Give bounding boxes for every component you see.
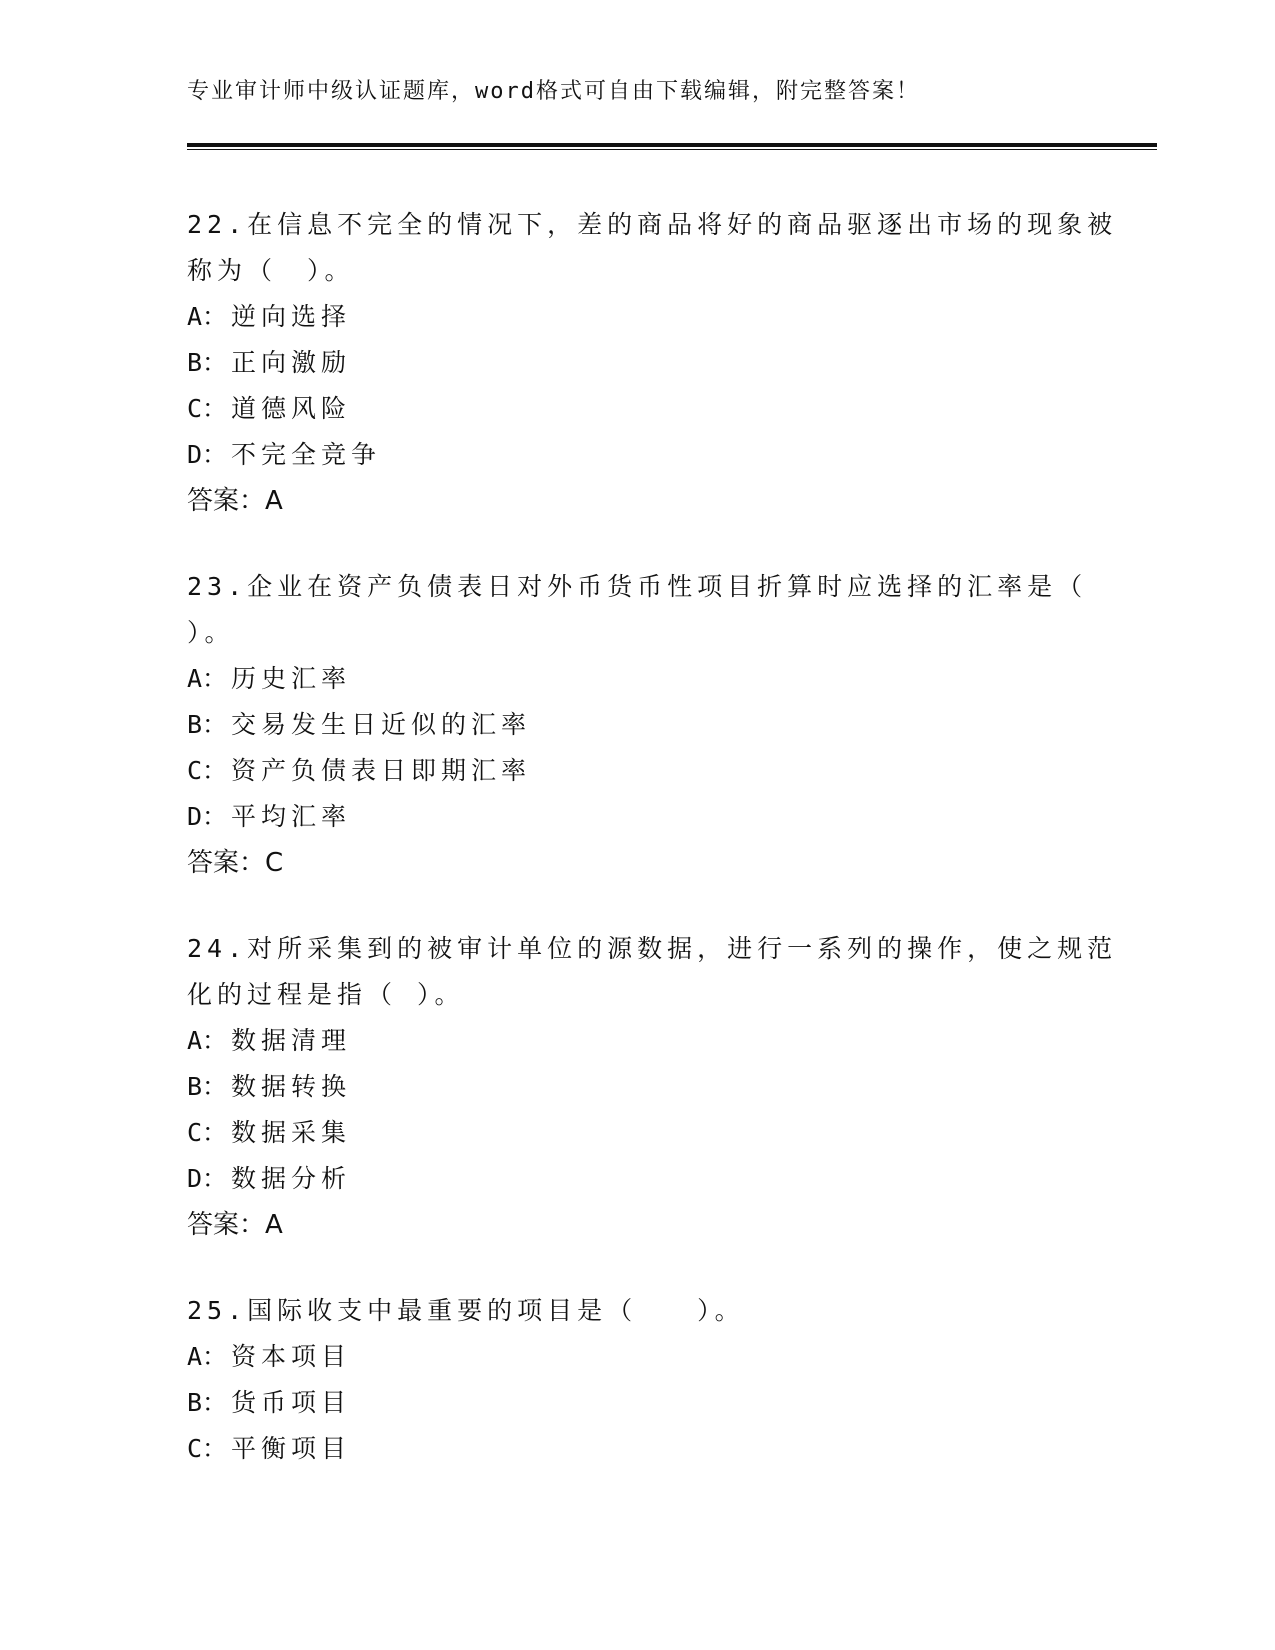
option-text: 道德风险 (231, 394, 352, 423)
option-text: 货币项目 (231, 1388, 352, 1417)
answer-line: 答案：A (187, 1210, 283, 1240)
option-letter: C： (187, 1118, 228, 1147)
option-row (187, 386, 1087, 432)
option-letter: B： (187, 348, 228, 377)
option-text: 数据转换 (231, 1072, 352, 1101)
option-letter: D： (187, 440, 228, 469)
option-letter: C： (187, 1434, 228, 1463)
option-letter: C： (187, 394, 228, 423)
option-row (187, 794, 1087, 840)
option-text: 平均汇率 (231, 802, 352, 831)
question-stem-line: 称为（ ）。 (187, 256, 355, 285)
option-text: 平衡项目 (231, 1434, 352, 1463)
question-block (187, 926, 1118, 1248)
question-stem-line: 24.对所采集到的被审计单位的源数据，进行一系列的操作，使之规范 (187, 934, 1118, 963)
option-row (187, 1156, 1087, 1202)
option-letter: B： (187, 1072, 228, 1101)
option-text: 数据采集 (231, 1118, 352, 1147)
option-row (187, 294, 1087, 340)
option-row (187, 1380, 1087, 1426)
question-list (187, 202, 1118, 1512)
question-block (187, 564, 1087, 886)
option-row (187, 1064, 1087, 1110)
page-header: 专业审计师中级认证题库，word格式可自由下载编辑，附完整答案！ (187, 79, 920, 104)
option-text: 资本项目 (231, 1342, 352, 1371)
option-text: 数据分析 (231, 1164, 352, 1193)
option-row (187, 748, 1087, 794)
question-block (187, 202, 1118, 524)
option-text: 数据清理 (231, 1026, 352, 1055)
option-letter: A： (187, 1342, 228, 1371)
option-text: 正向激励 (231, 348, 352, 377)
option-row (187, 1110, 1087, 1156)
option-row (187, 656, 1087, 702)
option-row (187, 432, 1087, 478)
option-row (187, 1018, 1087, 1064)
option-letter: B： (187, 1388, 228, 1417)
question-stem-line: 25.国际收支中最重要的项目是（ ）。 (187, 1296, 745, 1325)
option-text: 逆向选择 (231, 302, 352, 331)
option-row (187, 1426, 1087, 1472)
header-rule-thin (187, 149, 1157, 150)
option-text: 资产负债表日即期汇率 (231, 756, 532, 785)
question-block (187, 1288, 1087, 1472)
option-letter: B： (187, 710, 228, 739)
question-stem-line: 化的过程是指（ ）。 (187, 980, 465, 1009)
answer-line: 答案：C (187, 848, 284, 878)
question-stem-line: ）。 (187, 618, 235, 647)
option-letter: C： (187, 756, 228, 785)
option-letter: A： (187, 664, 228, 693)
answer-line: 答案：A (187, 486, 283, 516)
option-letter: D： (187, 1164, 228, 1193)
option-letter: A： (187, 302, 228, 331)
option-letter: D： (187, 802, 228, 831)
option-text: 不完全竞争 (231, 440, 382, 469)
question-stem-line: 22.在信息不完全的情况下，差的商品将好的商品驱逐出市场的现象被 (187, 210, 1118, 239)
option-row (187, 1334, 1087, 1380)
option-text: 交易发生日近似的汇率 (231, 710, 532, 739)
option-row (187, 340, 1087, 386)
option-text: 历史汇率 (231, 664, 352, 693)
option-row (187, 702, 1087, 748)
question-stem-line: 23.企业在资产负债表日对外币货币性项目折算时应选择的汇率是（ (187, 572, 1088, 601)
option-letter: A： (187, 1026, 228, 1055)
header-rule-thick (187, 143, 1157, 147)
